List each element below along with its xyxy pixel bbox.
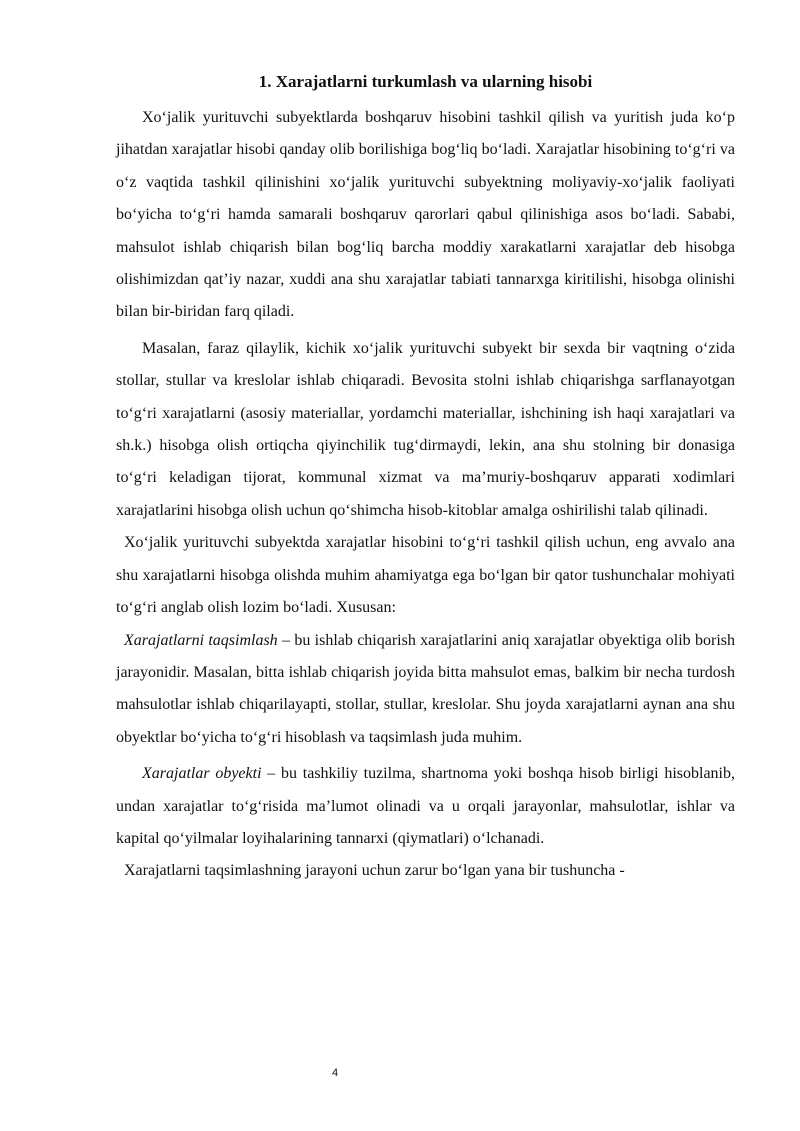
document-page: [116, 70, 735, 888]
paragraph-intro: Xo‘jalik yurituvchi subyektlarda boshqaruv hisobini tashkil qilish va yuritish juda ko‘p jihatdan xarajatlar hisobi qanday olib borilishiga bog‘liq bo‘ladi. Xarajatlar hisobining to‘g‘ri va o‘z vaqtida tashkil qilinishini xo‘jalik yurituvchi subyektning moliyaviy-xo‘jalik faoliyati bo‘yicha to‘g‘ri hamda samarali boshqaruv qarorlari qabul qilinishiga asos bo‘ladi. Sababi, mahsulot ishlab chiqarish bilan bog‘liq barcha moddiy xarakatlarni xarajatlar deb hisobga olishimizdan qat’iy nazar, xuddi ana shu xarajatlar tabiati tannarxga kiritilishi, hisobga olinishi bilan bir-biridan farq qiladi.: [116, 109, 735, 321]
paragraph-cost-object: [116, 758, 735, 855]
definition-cost-allocation: – bu ishlab chiqarish xarajatlarini aniq xarajatlar obyektiga olib borish jarayonidir. Masalan, bitta ishlab chiqarish joyida bitta mahsulot emas, balkim bir necha turdosh mahsulotlar ishlab chiqarilayapti, stollar, stullar, kreslolar. Shu joyda xarajatlarni aynan ana shu obyektlar bo‘yicha to‘g‘ri hisoblash va taqsimlash juda muhim.: [116, 631, 735, 746]
page-number: 4: [331, 1067, 339, 1079]
paragraph-concepts: Xo‘jalik yurituvchi subyektda xarajatlar hisobini to‘g‘ri tashkil qilish uchun, eng avvalo ana shu xarajatlarni hisobga olishda muhim ahamiyatga ega bo‘lgan bir qator tushunchalar mohiyati to‘g‘ri anglab olish lozim bo‘ladi. Xususan:: [116, 534, 735, 617]
paragraph-cost-allocation: [116, 625, 735, 755]
definition-cost-object: – bu tashkiliy tuzilma, shartnoma yoki boshqa hisob birligi hisoblanib, undan xarajatlar to‘g‘risida ma’lumot olinadi va u orqali jarayonlar, mahsulotlar, ishlar va kapital qo‘yilmalar loyihalarining tannarxi (qiymatlari) o‘lchanadi.: [116, 765, 735, 847]
term-cost-allocation: Xarajatlarni taqsimlash: [124, 631, 278, 649]
paragraph-example: Masalan, faraz qilaylik, kichik xo‘jalik yurituvchi subyekt bir sexda bir vaqtning o‘zida stollar, stullar va kreslolar ishlab chiqaradi. Bevosita stolni ishlab chiqarishga sarflanayotgan to‘g‘ri xarajatlarni (asosiy materiallar, yordamchi materiallar, ishchining ish haqi xarajatlari va sh.k.) hisobga olish ortiqcha qiyinchilik tug‘dirmaydi, lekin, ana shu stolning bir donasiga to‘g‘ri keladigan tijorat, kommunal xizmat va ma’muriy-boshqaruv apparati xodimlari xarajatlarini hisobga olish uchun qo‘shimcha hisob-kitoblar amalga oshirilishi talab qilinadi.: [116, 339, 735, 519]
section-heading: 1. Xarajatlarni turkumlash va ularning hisobi: [258, 72, 593, 91]
paragraph-continuation: Xarajatlarni taqsimlashning jarayoni uchun zarur bo‘lgan yana bir tushuncha -: [124, 862, 625, 880]
term-cost-object: Xarajatlar obyekti: [142, 765, 262, 783]
